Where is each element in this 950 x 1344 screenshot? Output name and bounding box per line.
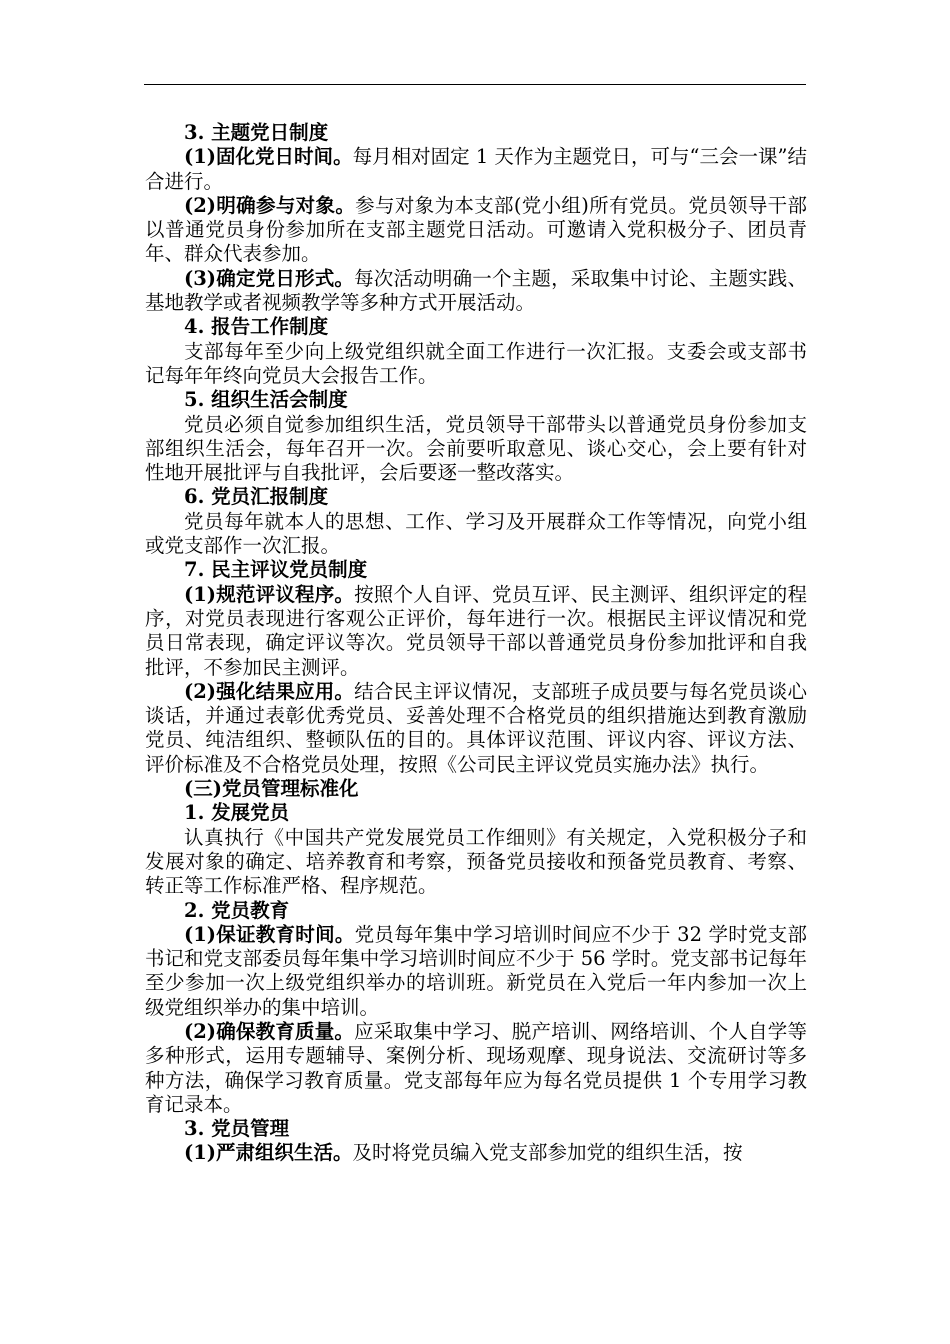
- paragraph: [145, 1020, 807, 1117]
- paragraph-text: 结合民主评议情况，支部班子成员要与每名党员谈心谈话，并通过表彰优秀党员、妥善处理不合格党员的组织措施达到教育激励党员、纯洁组织、整顿队伍的目的。具体评议范围、评议内容、评议方法、评价标准及不合格党员处理，按照《公司民主评议党员实施办法》执行。: [145, 679, 807, 776]
- paragraph-lead: (2)明确参与对象。: [184, 193, 356, 217]
- paragraph-text: 按照个人自评、党员互评、民主测评、组织评定的程序，对党员表现进行客观公正评价，每年进行一次。根据民主评议情况和党员日常表现，确定评议等次。党员领导干部以普通党员身份参加批评和自我批评，不参加民主测评。: [145, 582, 807, 679]
- paragraph-text: 认真执行《中国共产党发展党员工作细则》有关规定，入党积极分子和发展对象的确定、培养教育和考察，预备党员接收和预备党员教育、考察、转正等工作标准严格、程序规范。: [145, 825, 807, 898]
- paragraph-lead: (3)确定党日形式。: [184, 266, 355, 290]
- section-heading: 4. 报告工作制度: [184, 315, 329, 339]
- paragraph-text: 应采取集中学习、脱产培训、网络培训、个人自学等多种形式，运用专题辅导、案例分析、现场观摩、现身说法、交流研讨等多种方法，确保学习教育质量。党支部每年应为每名党员提供 1 个专用学习教育记录本。: [145, 1019, 807, 1116]
- paragraph: [145, 680, 807, 777]
- paragraph-text: 每月相对固定 1 天作为主题党日，可与“三会一课”结合进行。: [145, 145, 807, 193]
- section-heading: 5. 组织生活会制度: [184, 388, 348, 412]
- paragraph-lead: (1)固化党日时间。: [184, 145, 353, 169]
- paragraph-text: 每次活动明确一个主题，采取集中讨论、主题实践、基地教学或者视频教学等多种方式开展活动。: [145, 266, 807, 315]
- paragraph: [145, 145, 807, 194]
- paragraph-text: 参与对象为本支部(党小组)所有党员。党员领导干部以普通党员身份参加所在支部主题党日活动。可邀请入党积极分子、团员青年、群众代表参加。: [145, 193, 807, 266]
- paragraph: [145, 826, 807, 899]
- paragraph-text: 及时将党员编入党支部参加党的组织生活，按: [352, 1141, 743, 1165]
- paragraph-text: 党员每年就本人的思想、工作、学习及开展群众工作等情况，向党小组或党支部作一次汇报。: [145, 509, 807, 558]
- section-heading: 6. 党员汇报制度: [184, 485, 329, 509]
- section-heading: 7. 民主评议党员制度: [184, 558, 368, 582]
- paragraph: [145, 267, 807, 316]
- paragraph-lead: (1)规范评议程序。: [184, 582, 355, 606]
- paragraph: [145, 1141, 807, 1165]
- paragraph: [145, 194, 807, 267]
- paragraph-lead: (2)确保教育质量。: [184, 1019, 355, 1043]
- paragraph-text: 党员每年集中学习培训时间应不少于 32 学时党支部书记和党支部委员每年集中学习培训时间应不少于 56 学时。党支部书记每年至少参加一次上级党组织举办的培训班。新党员在入党后一年内参加一次上级党组织举办的集中培训。: [145, 922, 807, 1019]
- paragraph-lead: (1)严肃组织生活。: [184, 1141, 353, 1165]
- paragraph: [145, 583, 807, 680]
- paragraph-text: 党员必须自觉参加组织生活，党员领导干部带头以普通党员身份参加支部组织生活会，每年召开一次。会前要听取意见、谈心交心，会上要有针对性地开展批评与自我批评，会后要逐一整改落实。: [145, 412, 807, 485]
- paragraph-text: 支部每年至少向上级党组织就全面工作进行一次汇报。支委会或支部书记每年年终向党员大会报告工作。: [145, 339, 807, 387]
- section-heading: 3. 主题党日制度: [184, 121, 329, 144]
- section-heading: 2. 党员教育: [184, 898, 290, 922]
- paragraph: [145, 340, 807, 389]
- paragraph: [145, 510, 807, 559]
- header-rule: [144, 84, 806, 85]
- paragraph: [145, 413, 807, 486]
- section-heading: 1. 发展党员: [184, 801, 290, 825]
- section-heading: 3. 党员管理: [184, 1117, 290, 1141]
- paragraph-lead: (2)强化结果应用。: [184, 679, 355, 703]
- document-body: [145, 121, 807, 1166]
- paragraph-lead: (1)保证教育时间。: [184, 922, 355, 946]
- paragraph: [145, 923, 807, 1020]
- section-heading: (三)党员管理标准化: [184, 777, 359, 801]
